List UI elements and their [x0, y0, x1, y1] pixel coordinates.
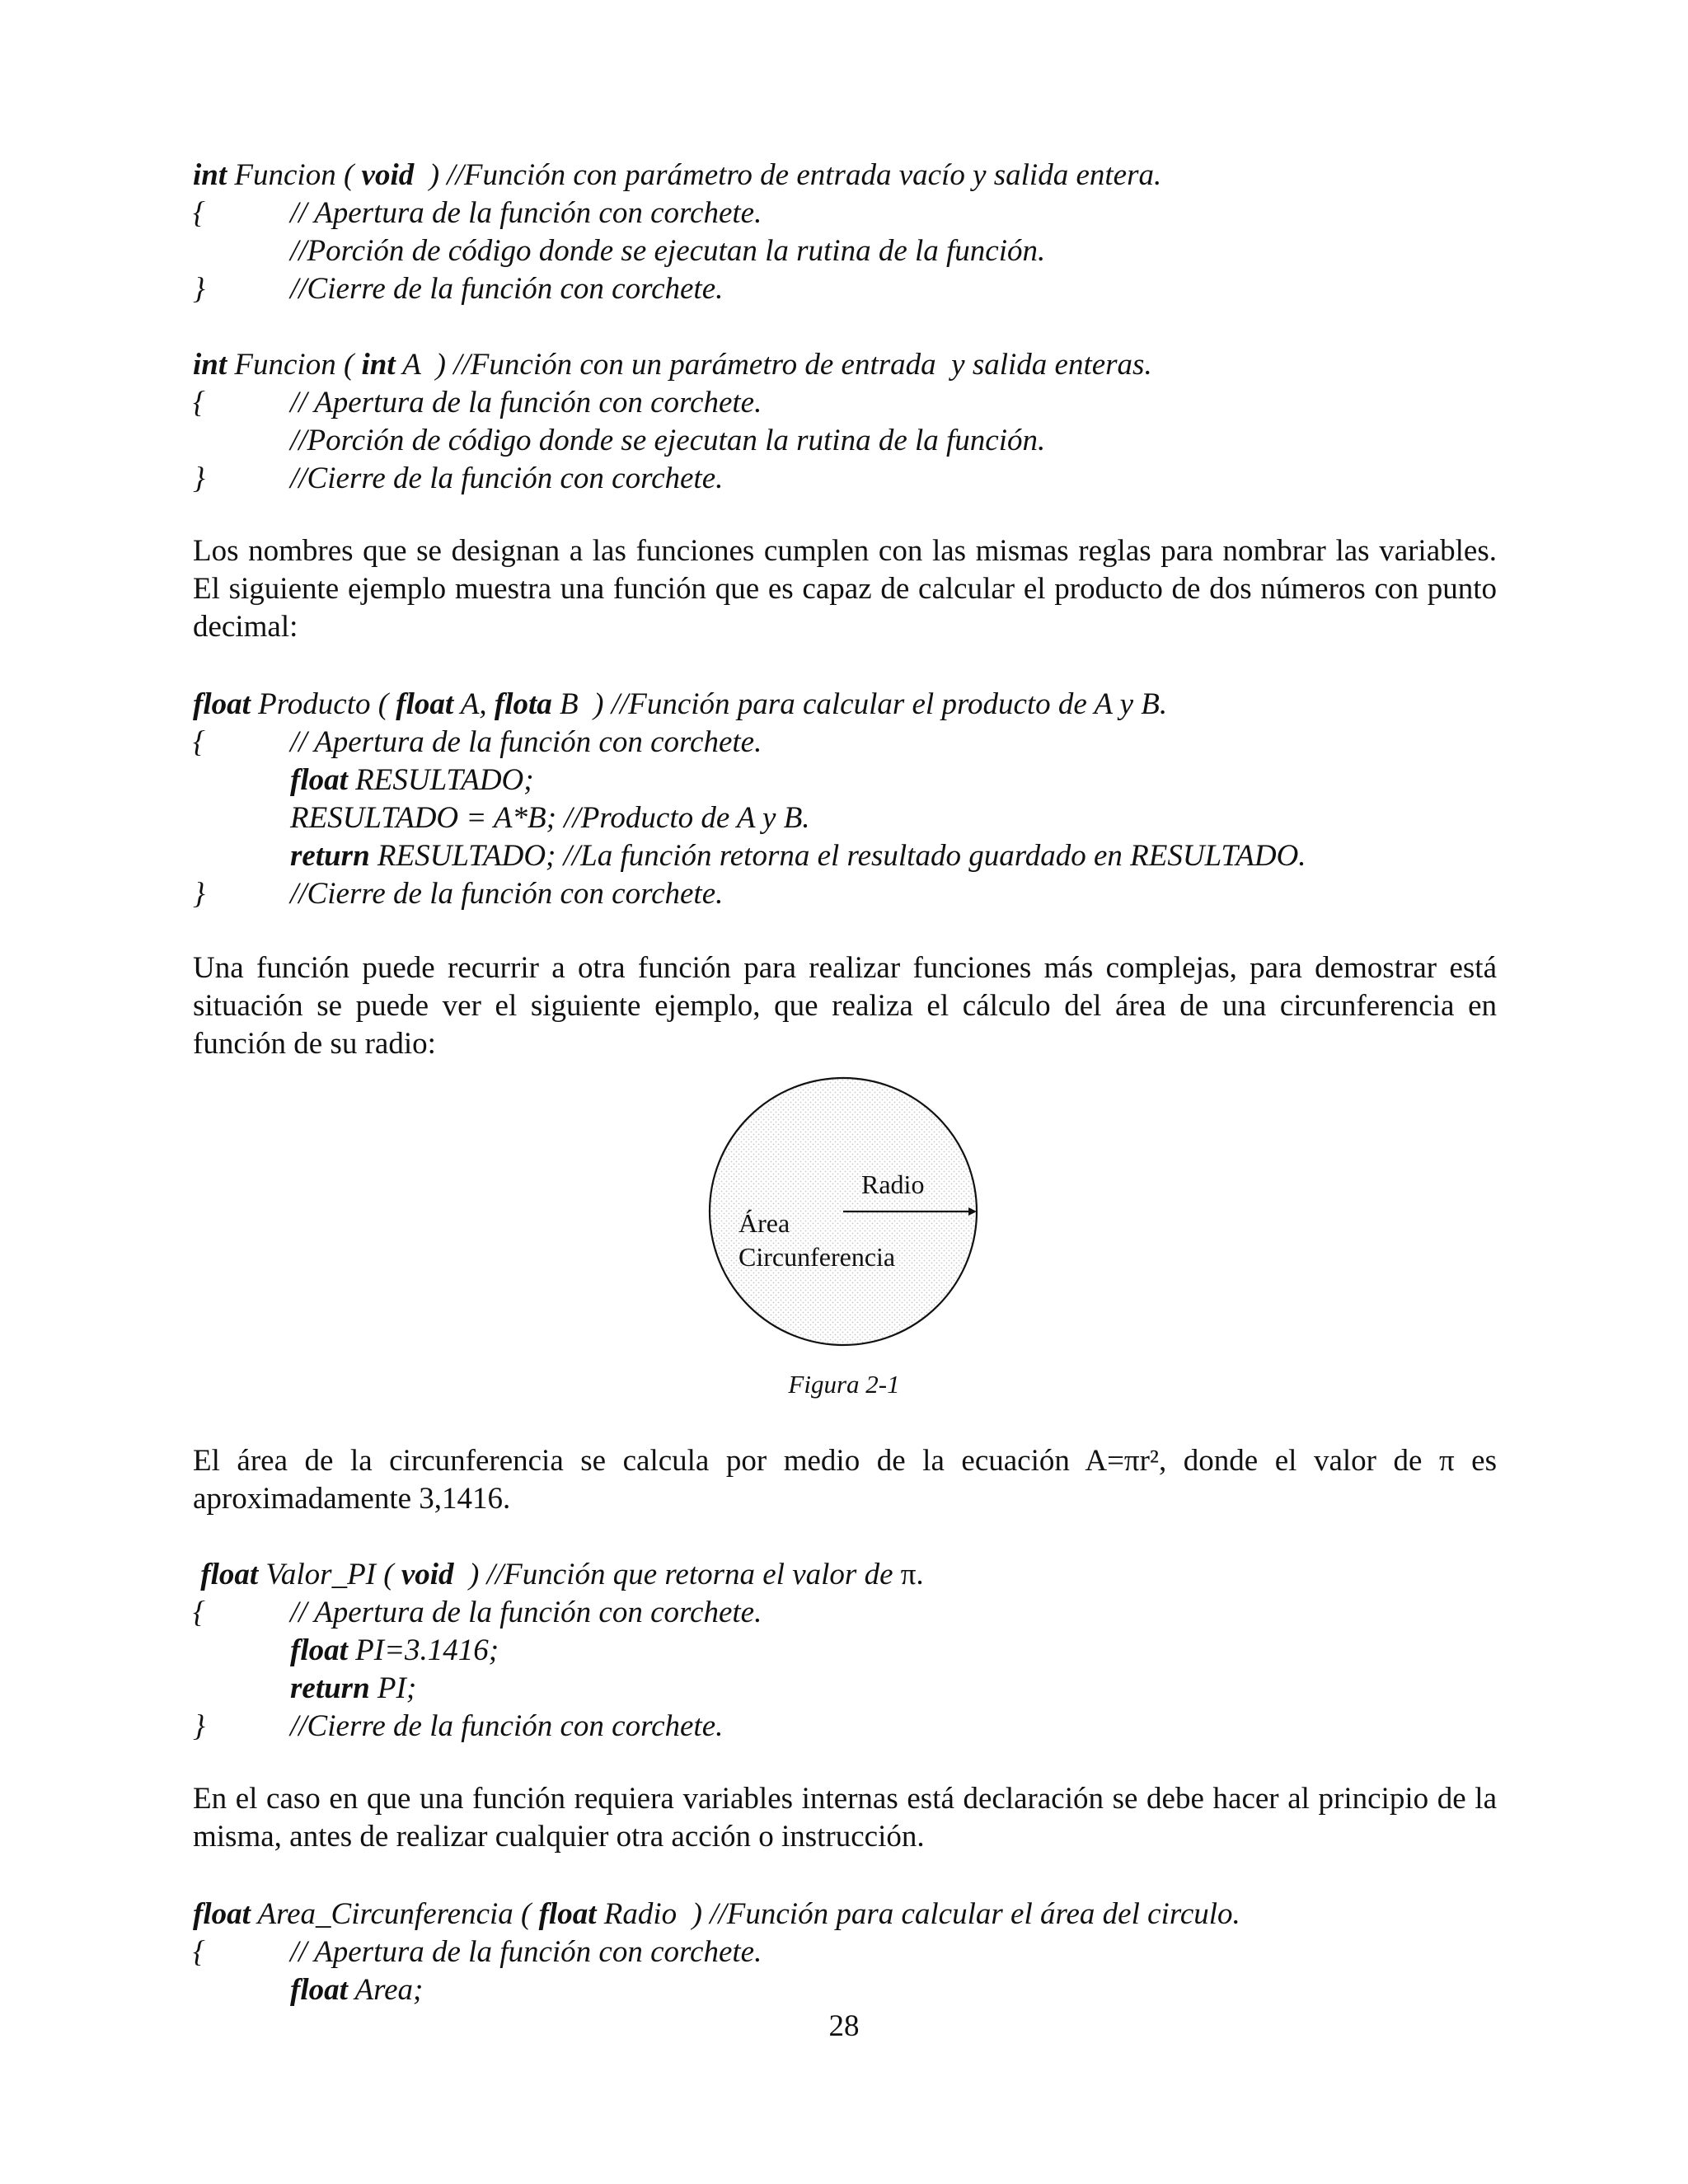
code-text: //Cierre de la función con corchete. — [290, 272, 724, 306]
code-keyword: float — [538, 1897, 597, 1931]
code-text: //Cierre de la función con corchete. — [290, 877, 724, 911]
paragraph-area-ecuacion: El área de la circunferencia se calcula por medio de la ecuación A=πr², donde el valor de π es aproximadamente 3,1416. — [193, 1444, 1497, 1516]
code-text: ) //Función que retorna el valor de — [453, 1558, 901, 1591]
code-line — [290, 1594, 762, 1632]
code-line — [290, 1632, 499, 1670]
code-line — [290, 1708, 723, 1746]
code-text: // Apertura de la función con corchete. — [290, 196, 762, 230]
code-line — [290, 1670, 416, 1708]
code-brace: } — [193, 1709, 205, 1743]
area-label-line-2: Circunferencia — [738, 1242, 896, 1272]
paragraph-funcion-recurre: Una función puede recurrir a otra función para realizar funciones más complejas, para demostrar está situación se puede ver el siguiente ejemplo, que realiza el cálculo del área de una circunferencia en función de su radio: — [193, 951, 1497, 1061]
code-line — [290, 837, 1306, 875]
code-text: π. — [900, 1558, 924, 1591]
radius-label: Radio — [861, 1169, 925, 1199]
figure-caption: Figura 2-1 — [788, 1370, 900, 1399]
code-keyword: float — [193, 687, 251, 721]
code-line — [290, 724, 762, 762]
code-keyword: return — [290, 839, 370, 873]
code-line — [193, 686, 1167, 724]
code-brace: { — [193, 1596, 205, 1629]
code-brace: { — [193, 386, 205, 419]
code-line — [290, 422, 1045, 460]
code-line — [290, 799, 810, 837]
code-line — [290, 460, 723, 498]
code-keyword: flota — [494, 687, 552, 721]
code-keyword: float — [193, 1897, 251, 1931]
code-text: B ) //Función para calcular el producto de A y B. — [551, 687, 1168, 721]
code-text: A ) //Función con un parámetro de entrada y salida enteras. — [395, 348, 1152, 382]
code-text: //Cierre de la función con corchete. — [290, 462, 724, 495]
code-brace: { — [193, 725, 205, 759]
code-text: Producto ( — [250, 687, 396, 721]
paragraph-variables-internas: En el caso en que una función requiera variables internas está declaración se debe hacer al principio de la misma, antes de realizar cualquier otra acción o instrucción. — [193, 1782, 1497, 1854]
code-text: Area; — [347, 1973, 424, 2007]
code-brace: { — [193, 1935, 205, 1969]
code-keyword: int — [361, 348, 396, 382]
code-line — [290, 762, 534, 799]
code-keyword: void — [361, 158, 415, 192]
code-text: Funcion ( — [227, 158, 362, 192]
code-keyword: float — [290, 1973, 348, 2007]
code-line — [193, 1896, 1240, 1933]
code-line — [290, 232, 1045, 270]
code-keyword: return — [290, 1671, 370, 1705]
code-line — [290, 194, 762, 232]
code-text: Valor_PI ( — [258, 1558, 401, 1591]
area-label-line-1: Área — [738, 1208, 790, 1238]
code-text: //Cierre de la función con corchete. — [290, 1709, 724, 1743]
code-keyword: int — [193, 158, 227, 192]
code-line — [290, 384, 762, 422]
code-brace: } — [193, 877, 205, 911]
code-text: RESULTADO; //La función retorna el resultado guardado en RESULTADO. — [369, 839, 1306, 873]
code-line — [290, 1933, 762, 1971]
code-text: //Porción de código donde se ejecutan la rutina de la función. — [290, 234, 1046, 268]
code-keyword: float — [193, 1558, 259, 1591]
code-brace: { — [193, 196, 205, 230]
code-line — [193, 157, 1161, 194]
circle-figure — [701, 1071, 989, 1352]
code-line — [290, 1971, 423, 2009]
code-line — [193, 1556, 924, 1594]
code-text: // Apertura de la función con corchete. — [290, 1596, 762, 1629]
code-keyword: float — [290, 763, 348, 797]
code-text: PI=3.1416; — [347, 1633, 499, 1667]
code-text: Radio ) //Función para calcular el área del circulo. — [596, 1897, 1240, 1931]
code-brace: } — [193, 462, 205, 495]
code-line — [290, 270, 723, 308]
code-text: ) //Función con parámetro de entrada vacío y salida entera. — [414, 158, 1162, 192]
paragraph-nombres: Los nombres que se designan a las funciones cumplen con las mismas reglas para nombrar las variables. El siguiente ejemplo muestra una función que es capaz de calcular el producto de dos números con punto decimal: — [193, 534, 1497, 644]
code-brace: } — [193, 272, 205, 306]
code-keyword: void — [401, 1558, 454, 1591]
code-text: Funcion ( — [227, 348, 362, 382]
code-text: Area_Circunferencia ( — [250, 1897, 539, 1931]
code-text: // Apertura de la función con corchete. — [290, 1935, 762, 1969]
code-text: // Apertura de la función con corchete. — [290, 386, 762, 419]
code-line — [193, 346, 1152, 384]
circle-diagram — [701, 1071, 989, 1352]
code-keyword: float — [396, 687, 454, 721]
code-text: // Apertura de la función con corchete. — [290, 725, 762, 759]
page-number: 28 — [828, 2009, 860, 2043]
code-text: A, — [453, 687, 495, 721]
code-line — [290, 875, 723, 913]
code-text: RESULTADO; — [347, 763, 534, 797]
code-text: PI; — [369, 1671, 417, 1705]
code-keyword: float — [290, 1633, 348, 1667]
code-text: RESULTADO = A*B; //Producto de A y B. — [290, 801, 810, 835]
code-text: //Porción de código donde se ejecutan la rutina de la función. — [290, 424, 1046, 457]
code-keyword: int — [193, 348, 227, 382]
